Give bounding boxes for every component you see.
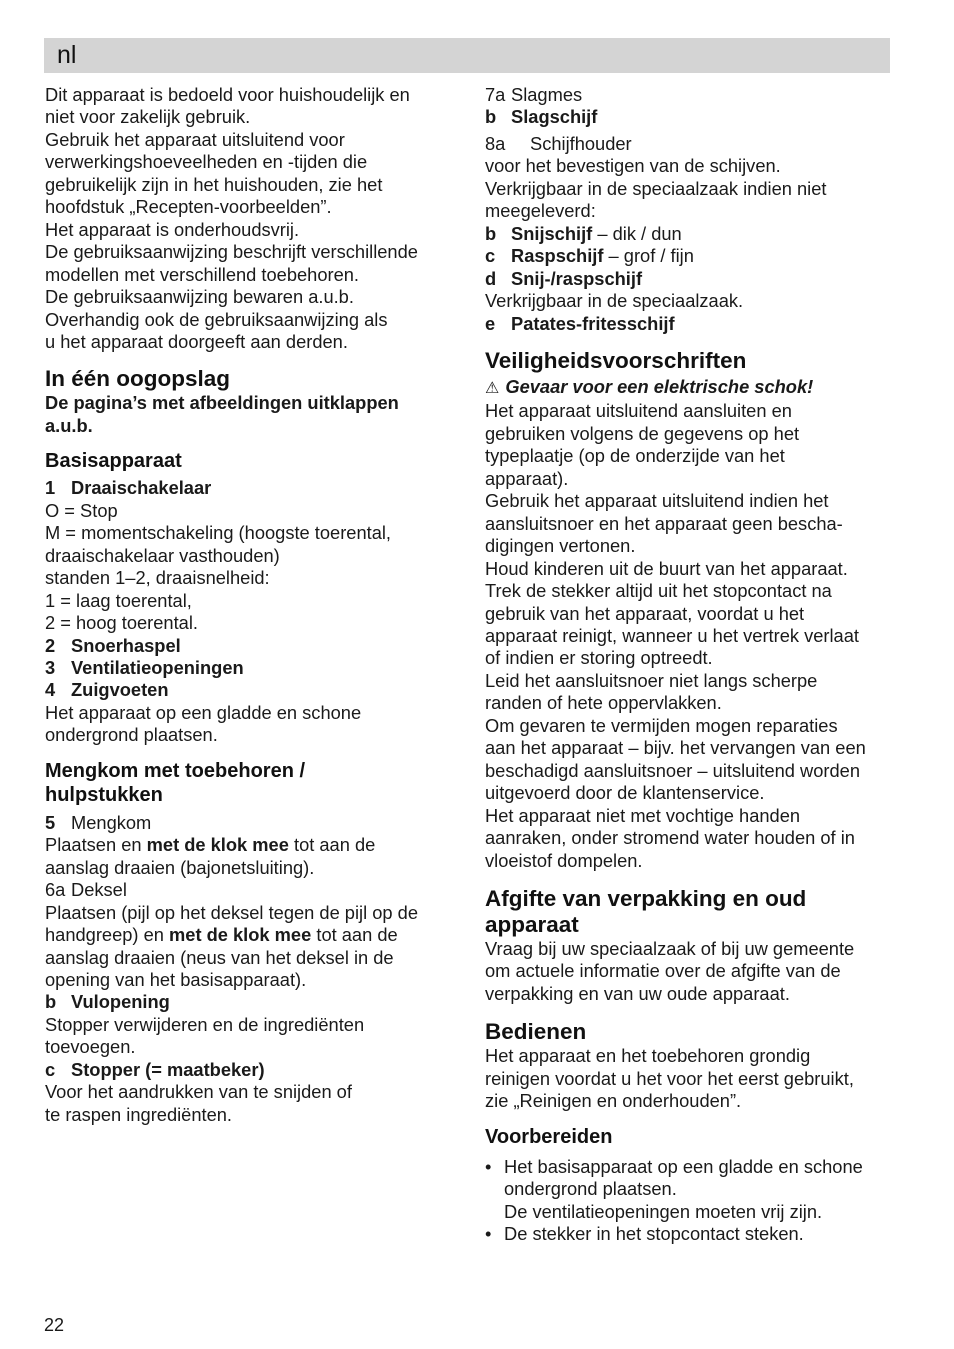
list-item-line: • De stekker in het stopcontact steken.	[504, 1223, 804, 1245]
safety-line: Het apparaat niet met vochtige handen	[485, 804, 801, 826]
item-label: Stopper (= maatbeker)	[71, 1058, 265, 1080]
item-label: Deksel	[71, 879, 127, 901]
bowl-item-5-line: aanslag draaien (bajonetsluiting).	[45, 856, 315, 878]
text-run: tot aan de	[288, 834, 376, 856]
item-number: b	[485, 222, 497, 244]
intro-line: u het apparaat doorgeeft aan derden.	[45, 330, 348, 352]
item-7b	[485, 106, 895, 128]
item-label: Vulopening	[71, 991, 170, 1013]
list-item-line: • Het basisapparaat op een gladde en schone	[504, 1155, 863, 1177]
item-number: c	[485, 245, 496, 267]
bowl-item-6a	[45, 879, 455, 901]
safety-line: Trek de stekker altijd uit het stopcontact na	[485, 580, 832, 602]
warning-text: Gevaar voor een elektrische schok!	[505, 375, 814, 397]
list-item-line: De ventilatieopeningen moeten vrij zijn.	[504, 1200, 823, 1222]
item-label: Patates-fritesschijf	[511, 312, 675, 334]
safety-line: gebruik van het apparaat, voordat u het	[485, 602, 805, 624]
disposal-heading: apparaat	[485, 911, 579, 937]
safety-line: vloeistof dompelen.	[485, 849, 643, 871]
base-item-1-line: 1 = laag toerental,	[45, 589, 192, 611]
item-8d-line: Verkrijgbaar in de speciaalzaak.	[485, 290, 744, 312]
text-run: tot aan de	[311, 924, 398, 946]
safety-line: Gebruik het apparaat uitsluitend indien het	[485, 490, 829, 512]
item-number: 4	[45, 679, 56, 701]
safety-line: gebruiken volgens de gegevens op het	[485, 422, 800, 444]
bowl-item-5-line	[45, 834, 455, 856]
item-number: 5	[45, 811, 56, 833]
list-item	[485, 1156, 895, 1223]
safety-line: aanraken, onder stromend water houden of in	[485, 827, 855, 849]
intro-line: De gebruiksaanwijzing beschrijft verschillende	[45, 241, 418, 263]
disposal-heading: Afgifte van verpakking en oud	[485, 885, 807, 911]
item-number: b	[485, 106, 497, 128]
item-8c	[485, 245, 895, 267]
base-item-1-line: 2 = hoog toerental.	[45, 612, 198, 634]
item-number: 6a	[45, 879, 66, 901]
intro-line: niet voor zakelijk gebruik.	[45, 106, 251, 128]
bowl-item-6a-line	[45, 924, 455, 946]
safety-line: Om gevaren te vermijden mogen reparaties	[485, 714, 838, 736]
bowl-item-b-line: Stopper verwijderen en de ingrediënten	[45, 1013, 365, 1035]
left-column	[45, 84, 455, 1126]
base-item-4-line: ondergrond plaatsen.	[45, 724, 218, 746]
base-item-1-line: draaischakelaar vasthouden)	[45, 544, 280, 566]
list-item	[485, 1223, 895, 1245]
safety-line: uitgevoerd door de klantenservice.	[485, 782, 765, 804]
operate-line: reinigen voordat u het voor het eerst gebruikt,	[485, 1067, 854, 1089]
item-label: Zuigvoeten	[71, 679, 169, 701]
base-item-1	[45, 477, 455, 499]
operate-heading: Bedienen	[485, 1019, 587, 1045]
bowl-item-c-line: Voor het aandrukken van te snijden of	[45, 1081, 352, 1103]
item-8d	[485, 268, 895, 290]
page-number: 22	[44, 1315, 65, 1335]
intro-line: De gebruiksaanwijzing bewaren a.u.b.	[45, 286, 354, 308]
text-run-bold: met de klok mee	[169, 924, 312, 946]
base-item-1-line: M = momentschakeling (hoogste toerental,	[45, 522, 392, 544]
intro-line: Het apparaat is onderhoudsvrij.	[45, 218, 300, 240]
item-label: Snoerhaspel	[71, 634, 181, 656]
item-8a-line: meegeleverd:	[485, 200, 596, 222]
item-number: c	[45, 1058, 56, 1080]
bowl-heading: Mengkom met toebehoren /	[45, 759, 306, 782]
operate-line: Het apparaat en het toebehoren grondig	[485, 1045, 811, 1067]
intro-line: Gebruik het apparaat uitsluitend voor	[45, 128, 345, 150]
item-label: Slagmes	[511, 84, 583, 105]
item-7a	[485, 84, 895, 106]
bowl-heading: hulpstukken	[45, 783, 163, 806]
base-item-4-line: Het apparaat op een gladde en schone	[45, 701, 362, 723]
safety-line: randen of hete oppervlakken.	[485, 692, 722, 714]
item-number: d	[485, 267, 497, 289]
item-8a	[485, 133, 895, 155]
safety-line: typeplaatje (op de onderzijde van het	[485, 445, 785, 467]
intro-paragraph	[45, 84, 455, 353]
item-extra: – dik / dun	[592, 222, 682, 244]
text-run: Plaatsen en	[45, 834, 147, 856]
item-8b	[485, 223, 895, 245]
item-number: b	[45, 991, 57, 1013]
intro-line: modellen met verschillend toebehoren.	[45, 263, 360, 285]
base-item-2	[45, 635, 455, 657]
safety-line: apparaat).	[485, 467, 569, 489]
right-column	[485, 84, 895, 1245]
bowl-item-6a-line: Plaatsen (pijl op het deksel tegen de pijl op de	[45, 901, 418, 923]
operate-line: zie „Reinigen en onderhouden”.	[485, 1090, 742, 1112]
intro-line: verwerkingshoeveelheden en -tijden die	[45, 151, 368, 173]
intro-line: Overhandig ook de gebruiksaanwijzing als	[45, 308, 388, 330]
item-number: 7a	[485, 84, 506, 105]
item-label: Draaischakelaar	[71, 477, 212, 499]
item-number: e	[485, 312, 496, 334]
safety-line: apparaat reinigt, wanneer u het vertrek verlaat	[485, 624, 859, 646]
base-item-3	[45, 657, 455, 679]
bowl-item-b	[45, 991, 455, 1013]
base-item-1-line: standen 1–2, draaisnelheid:	[45, 567, 270, 589]
item-number: 3	[45, 656, 56, 678]
overview-heading: In één oogopslag	[45, 366, 231, 392]
safety-line: beschadigd aansluitsnoer – uitsluitend worden	[485, 759, 861, 781]
text-run: handgreep) en	[45, 924, 170, 946]
item-label: Schijfhouder	[530, 132, 632, 154]
language-header-bar	[44, 38, 890, 73]
disposal-line: verpakking en van uw oude apparaat.	[485, 982, 790, 1004]
safety-line: Het apparaat uitsluitend aansluiten en	[485, 400, 792, 422]
safety-heading: Veiligheidsvoorschriften	[485, 347, 747, 373]
overview-subtitle: a.u.b.	[45, 414, 93, 436]
language-code: nl	[57, 41, 77, 69]
bowl-item-5	[45, 812, 455, 834]
prepare-list	[485, 1156, 895, 1246]
overview-subtitle: De pagina’s met afbeeldingen uitklappen	[45, 392, 399, 414]
intro-line: hoofdstuk „Recepten-voorbeelden”.	[45, 196, 332, 218]
bowl-item-c	[45, 1059, 455, 1081]
safety-text	[485, 400, 895, 872]
prepare-heading: Voorbereiden	[485, 1125, 613, 1148]
item-number: 8a	[485, 132, 506, 154]
item-label: Slagschijf	[511, 106, 598, 128]
disposal-line: om actuele informatie over de afgifte van de	[485, 960, 841, 982]
safety-line: Houd kinderen uit de buurt van het apparaat.	[485, 557, 848, 579]
safety-line: digingen vertonen.	[485, 535, 636, 557]
bowl-item-b-line: toevoegen.	[45, 1036, 136, 1058]
list-item-line: ondergrond plaatsen.	[504, 1178, 677, 1200]
safety-line: Leid het aansluitsnoer niet langs scherpe	[485, 669, 818, 691]
base-heading: Basisapparaat	[45, 450, 182, 473]
item-label: Raspschijf	[511, 245, 604, 267]
disposal-line: Vraag bij uw speciaalzaak of bij uw gemeente	[485, 937, 855, 959]
safety-line: of indien er storing optreedt.	[485, 647, 713, 669]
item-label: Snij-/raspschijf	[511, 267, 643, 289]
warning-triangle-icon: ⚠	[485, 379, 500, 397]
item-label: Mengkom	[71, 811, 152, 833]
item-label: Ventilatieopeningen	[71, 656, 244, 678]
item-number: 2	[45, 634, 56, 656]
text-run-bold: met de klok mee	[146, 834, 289, 856]
bowl-item-c-line: te raspen ingrediënten.	[45, 1103, 233, 1125]
safety-line: aan het apparaat – bijv. het vervangen van een	[485, 737, 866, 759]
bowl-item-6a-line: aanslag draaien (neus van het deksel in de	[45, 946, 394, 968]
bowl-item-6a-line: opening van het basisapparaat).	[45, 968, 307, 990]
item-8e	[485, 313, 895, 335]
intro-line: gebruikelijk zijn in het huishouden, zie het	[45, 173, 383, 195]
base-item-1-line: O = Stop	[45, 499, 118, 521]
item-number: 1	[45, 477, 56, 499]
item-8a-line: Verkrijgbaar in de speciaalzaak indien niet	[485, 177, 827, 199]
item-label: Snijschijf	[511, 222, 593, 244]
intro-line: Dit apparaat is bedoeld voor huishoudelijk en	[45, 84, 410, 105]
base-item-4	[45, 679, 455, 701]
item-8a-line: voor het bevestigen van de schijven.	[485, 155, 781, 177]
safety-warning	[485, 376, 895, 400]
item-extra: – grof / fijn	[603, 245, 694, 267]
safety-line: aansluitsnoer en het apparaat geen bescha-	[485, 512, 843, 534]
